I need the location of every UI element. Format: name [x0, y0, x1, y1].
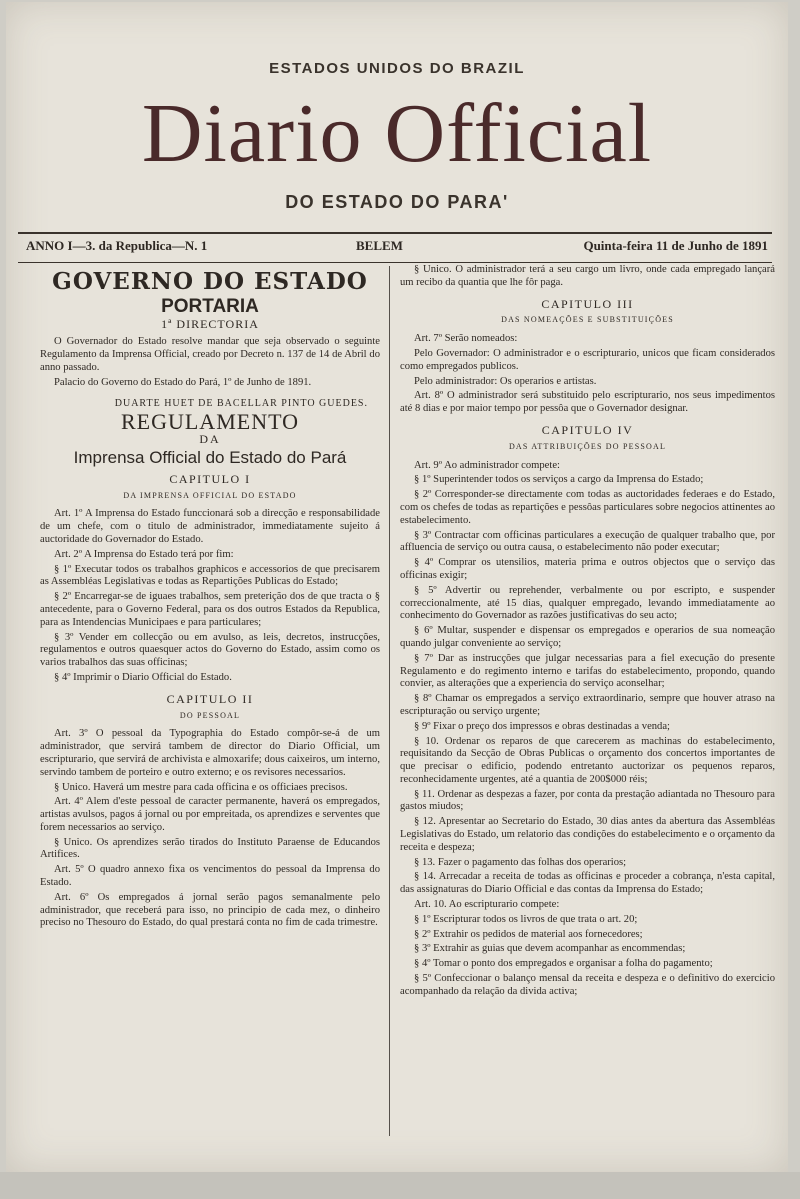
country-line: ESTADOS UNIDOS DO BRAZIL	[269, 60, 525, 77]
article-10-s2: § 2º Extrahir os pedidos de material aos fornecedores;	[414, 928, 643, 940]
article-9-s3: § 3º Contractar com officinas particulares a execução de qualquer trabalho que, por affluencia de serviço ou outra causa, o estabelecimento não poder executar;	[400, 529, 775, 554]
article-5: Art. 5º O quadro annexo fixa os vencimentos do pessoal da Imprensa do Estado.	[40, 864, 380, 889]
dateline	[26, 238, 768, 260]
article-9-s7: § 7º Dar as instrucções que julgar necessarias para a fiel execução do presente Regulamento e do regimento interno e tarifas do estabelecimento, propondo, quando convier, as alterações que a experiencia do serviço aconselhar;	[400, 652, 775, 690]
chapter-2-subtitle: DO PESSOAL	[179, 710, 241, 720]
article-10-s4: § 4º Tomar o ponto dos empregados e organisar a folha do pagamento;	[414, 958, 713, 970]
article-9-s2: § 2º Corresponder-se directamente com todas as auctoridades federaes e do Estado, com os chefes de todas as repartições e pessôas particulares sobre negocios attinentes ao estabelecimento.	[400, 489, 775, 526]
article-9: Art. 9º Ao administrador compete:	[414, 459, 560, 471]
top-rule	[18, 232, 772, 234]
article-9-s4: § 4º Comprar os utensilios, materia prima e outros objectos que o serviço das officinas exigir;	[400, 557, 775, 581]
government-heading: GOVERNO DO ESTADO	[52, 268, 368, 295]
article-2-s1: § 1º Executar todos os trabalhos graphicos e accessorios de que precisarem as Assembléas Legislativas e todas as Repartições Publicas do Estado;	[40, 563, 380, 588]
state-line: DO ESTADO DO PARA'	[285, 192, 509, 212]
imprensa-heading: Imprensa Official do Estado do Pará	[73, 447, 347, 467]
article-1: Art. 1º A Imprensa do Estado funccionará sob a direcção e responsabilidade de um chefe, com o titulo de administrador, immediatamente sujeito á auctoridade do Governador do Estado.	[40, 508, 380, 545]
chapter-4-heading: CAPITULO IV	[541, 422, 634, 437]
left-column	[40, 270, 380, 932]
issue-number: ANNO I—3. da Republica—N. 1	[26, 238, 208, 253]
right-column	[400, 264, 775, 1001]
article-9-s9: § 9º Fixar o preço dos impressos e obras destinadas a venda;	[414, 720, 671, 732]
masthead-title: Diario Official	[141, 87, 653, 180]
article-9-s5: § 5º Advertir ou reprehender, verbalmente ou por escripto, e suspender correccionalmente, até 15 dias, qualquer empregado, levando immediatamente ao conhecimento do Governador as razões justificativas do seu acto;	[400, 584, 775, 622]
chapter-3-heading: CAPITULO III	[541, 296, 634, 311]
article-9-s14: § 14. Arrecadar a receita de todas as officinas e proceder a cobrança, n'esta capital, das assignaturas do Diario Official e das contas da Imprensa do Estado;	[400, 871, 775, 896]
article-10-s3: § 3º Extrahir as guias que devem acompanhar as encommendas;	[414, 943, 686, 955]
city: BELEM	[356, 238, 403, 253]
dateline-rule	[18, 262, 772, 263]
article-7-a: Pelo Governador: O administrador e o escripturario, unicos que ficam considerados como empregados publicos.	[400, 347, 775, 372]
article-9-s11: § 11. Ordenar as despezas a fazer, por conta da prestação adiantada no Thesouro para gastos miudos;	[400, 788, 775, 813]
portaria-title: PORTARIA	[161, 295, 259, 317]
background-strip	[0, 1172, 800, 1199]
column-separator	[389, 266, 390, 1136]
article-3-unico: § Unico. Haverá um mestre para cada officina e os officiaes precisos.	[54, 781, 348, 793]
newspaper-page	[6, 2, 788, 1172]
article-3: Art. 3º O pessoal da Typographia do Estado compôr-se-á de um administrador, que servirá tambem de director do Diario Official, um escripturario, que servirá de archivista e almoxarife; dous caixeiros, um interno, servindo tambem de porteiro e outro externo; e os revisores necessarios.	[40, 728, 380, 778]
article-9-s1: § 1º Superintender todos os serviços a cargo da Imprensa do Estado;	[414, 474, 704, 486]
unico-paragraph: § Unico. O administrador terá a seu cargo um livro, onde cada empregado lançará um recibo da quantia que lhe fôr paga.	[400, 264, 775, 288]
da-heading: DA	[199, 432, 221, 447]
chapter-2-heading: CAPITULO II	[166, 691, 254, 706]
article-10-s1: § 1º Escripturar todos os livros de que trata o art. 20;	[414, 913, 638, 925]
article-4: Art. 4º Alem d'este pessoal de caracter permanente, haverá os empregados, artistas avulsos, pagos á jornal ou por empreitada, os aprendizes e serventes que forem necessarios ao serviço.	[40, 796, 380, 833]
chapter-4-subtitle: DAS ATTRIBUIÇÕES DO PESSOAL	[508, 441, 667, 451]
article-9-s6: § 6º Multar, suspender e dispensar os empregados e operarios de sua nomeação quando julgar conveniente ao serviço;	[400, 625, 775, 649]
issue-date: Quinta-feira 11 de Junho de 1891	[583, 238, 768, 253]
article-7-b: Pelo administrador: Os operarios e artistas.	[414, 375, 597, 387]
directoria: 1ª DIRECTORIA	[161, 316, 259, 331]
regulamento-heading: REGULAMENTO	[120, 409, 300, 435]
article-9-s12: § 12. Apresentar ao Secretario do Estado, 30 dias antes da abertura das Assembléas Legislativas do Estado, um relatorio das condições do estabelecimento e o orçamento da receita e despeza;	[400, 816, 775, 853]
article-7: Art. 7º Serão nomeados:	[414, 333, 518, 345]
portaria-text: O Governador do Estado resolve mandar que seja observado o seguinte Regulamento da Imprensa Official, creado por Decreto n. 137 de 14 de Abril do anno passado.	[40, 336, 380, 373]
article-10-s5: § 5º Confeccionar o balanço mensal da receita e despeza e o definitivo do exercicio acompanhado da relação da divida activa;	[400, 973, 775, 997]
article-8: Art. 8º O administrador será substituido pelo escripturario, nos seus impedimentos até 8 dias e por maior tempo por pessôa que o Governador designar.	[400, 390, 775, 415]
article-9-s10: § 10. Ordenar os reparos de que carecerem as machinas do estabelecimento, requisitando da Secção de Obras Publicas o orçamento dos concertos importantes de que precisar o edificio, podendo entretanto auctorizar os pequenos reparos, reconhecidamente urgentes, até a quantia de 200$000 réis;	[400, 735, 775, 785]
article-4-unico: § Unico. Os aprendizes serão tirados do Instituto Paraense de Educandos Artifices.	[40, 836, 380, 861]
chapter-3-subtitle: DAS NOMEAÇÕES E SUBSTITUIÇÕES	[501, 315, 674, 325]
article-2-s2: § 2º Encarregar-se de iguaes trabalhos, sem preterição dos de que tracta o § antecedente, para o Governo Federal, para os dos outros Estados da Republica, para as Intendencias Municipaes e para particulares;	[40, 591, 380, 628]
article-9-s13: § 13. Fazer o pagamento das folhas dos operarios;	[414, 856, 627, 868]
article-10: Art. 10. Ao escripturario compete:	[414, 899, 560, 911]
article-2-s3: § 3º Vender em collecção ou em avulso, as leis, decretos, instrucções, regulamentos e outros quaesquer actos do Governo do Estado, assim como os varios trabalhos das suas officinas;	[40, 631, 380, 669]
chapter-1-heading: CAPITULO I	[169, 471, 251, 486]
chapter-1-subtitle: DA IMPRENSA OFFICIAL DO ESTADO	[123, 490, 297, 500]
article-2: Art. 2º A Imprensa do Estado terá por fim:	[54, 548, 234, 560]
article-2-s4: § 4º Imprimir o Diario Official do Estado.	[54, 671, 232, 683]
signer: DUARTE HUET DE BACELLAR PINTO GUEDES.	[114, 397, 368, 409]
article-6: Art. 6º Os empregados á jornal serão pagos semanalmente pelo administrador, que receberá para isso, no principio de cada mez, o dinheiro preciso no Thesouro do Estado, do qual prestará conta no fim de cada trimestre.	[40, 891, 380, 929]
palace-date: Palacio do Governo do Estado do Pará, 1º de Junho de 1891.	[54, 376, 312, 388]
article-9-s8: § 8º Chamar os empregados a serviço extraordinario, sempre que houver atraso na escripturação ou serviço urgente;	[400, 693, 775, 717]
